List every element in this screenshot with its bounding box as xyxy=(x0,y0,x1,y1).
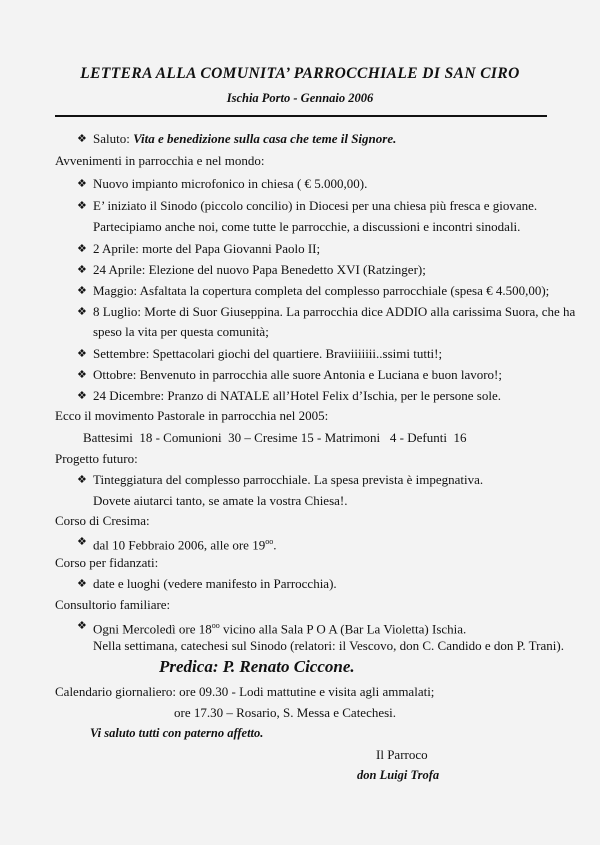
superscript: oo xyxy=(265,537,274,546)
list-item: 24 Dicembre: Pranzo di NATALE all’Hotel Felix d’Ischia, per le persone sole. xyxy=(93,388,501,403)
list-item: date e luoghi (vedere manifesto in Parrocchia). xyxy=(93,576,337,591)
saluto-text: Vita e benedizione sulla casa che teme il Signore. xyxy=(133,131,397,146)
signature-role: Il Parroco xyxy=(376,747,428,762)
progetto-heading: Progetto futuro: xyxy=(55,451,138,466)
cresima-heading: Corso di Cresima: xyxy=(55,513,150,528)
bullet-icon: ❖ xyxy=(77,243,87,255)
list-item: E’ iniziato il Sinodo (piccolo concilio) in Diocesi per una chiesa più fresca e giovane. xyxy=(93,198,538,213)
bullet-icon: ❖ xyxy=(77,348,87,360)
signature-name: don Luigi Trofa xyxy=(357,768,440,782)
bullet-icon: ❖ xyxy=(77,369,87,381)
cresima-date: dal 10 Febbraio 2006, alle ore 19 xyxy=(93,537,266,553)
list-item-continuation: Partecipiamo anche noi, come tutte le parrocchie, a discussioni e incontri sinodali. xyxy=(93,219,521,234)
consultorio-post: vicino alla Sala P O A (Bar La Violetta) Ischia. xyxy=(219,621,467,637)
punctuation: . xyxy=(273,537,277,553)
list-item: Nuovo impianto microfonico in chiesa ( € 5.000,00). xyxy=(93,176,368,191)
list-item xyxy=(93,618,466,637)
letter-subtitle: Ischia Porto - Gennaio 2006 xyxy=(226,91,374,105)
list-item: Tinteggiatura del complesso parrocchiale. La spesa prevista è impegnativa. xyxy=(93,472,484,487)
bullet-icon: ❖ xyxy=(77,200,87,212)
bullet-icon: ❖ xyxy=(77,264,87,276)
bullet-icon: ❖ xyxy=(77,178,87,190)
list-item: 8 Luglio: Morte di Suor Giuseppina. La parrocchia dice ADDIO alla carissima Suora, che ha xyxy=(93,304,576,319)
list-item: 2 Aprile: morte del Papa Giovanni Paolo II; xyxy=(93,241,321,256)
avvenimenti-heading: Avvenimenti in parrocchia e nel mondo: xyxy=(55,153,265,168)
superscript: oo xyxy=(211,621,220,630)
consultorio-heading: Consultorio familiare: xyxy=(55,597,171,612)
list-item: Maggio: Asfaltata la copertura completa del complesso parrocchiale (spesa € 4.500,00); xyxy=(93,283,550,298)
consultorio-pre: Ogni Mercoledì ore 18 xyxy=(93,621,212,637)
movimento-heading: Ecco il movimento Pastorale in parrocchia nel 2005: xyxy=(55,408,329,423)
list-item: Settembre: Spettacolari giochi del quartiere. Braviiiiiii..ssimi tutti!; xyxy=(93,346,443,361)
predica-heading: Predica: P. Renato Ciccone. xyxy=(159,657,355,676)
bullet-icon: ❖ xyxy=(77,536,87,548)
list-item: Ottobre: Benvenuto in parrocchia alle suore Antonia e Luciana e buon lavoro!; xyxy=(93,367,502,382)
letter-title: LETTERA ALLA COMUNITA’ PARROCCHIALE DI SAN CIRO xyxy=(80,65,520,82)
saluto-label: Saluto: xyxy=(93,131,134,146)
fidanzati-heading: Corso per fidanzati: xyxy=(55,555,159,570)
bullet-icon: ❖ xyxy=(77,306,87,318)
list-item-continuation: Nella settimana, catechesi sul Sinodo (relatori: il Vescovo, don C. Candido e don P. Trani). xyxy=(93,638,564,653)
calendario-line-1: Calendario giornaliero: ore 09.30 - Lodi mattutine e visita agli ammalati; xyxy=(55,684,435,699)
movimento-stats: Battesimi 18 - Comunioni 30 – Cresime 15 - Matrimoni 4 - Defunti 16 xyxy=(83,430,467,445)
title-divider xyxy=(55,115,547,117)
saluto-line xyxy=(93,131,396,147)
list-item: 24 Aprile: Elezione del nuovo Papa Benedetto XVI (Ratzinger); xyxy=(93,262,426,277)
bullet-icon: ❖ xyxy=(77,285,87,297)
bullet-icon: ❖ xyxy=(77,133,87,145)
calendario-line-2: ore 17.30 – Rosario, S. Messa e Catechesi. xyxy=(174,705,397,720)
list-item xyxy=(93,534,276,553)
bullet-icon: ❖ xyxy=(77,578,87,590)
bullet-icon: ❖ xyxy=(77,390,87,402)
bullet-icon: ❖ xyxy=(77,620,87,632)
bullet-icon: ❖ xyxy=(77,474,87,486)
closing-greeting: Vi saluto tutti con paterno affetto. xyxy=(90,726,264,740)
list-item-continuation: speso la vita per questa comunità; xyxy=(93,324,269,339)
list-item-continuation: Dovete aiutarci tanto, se amate la vostra Chiesa!. xyxy=(93,493,348,508)
